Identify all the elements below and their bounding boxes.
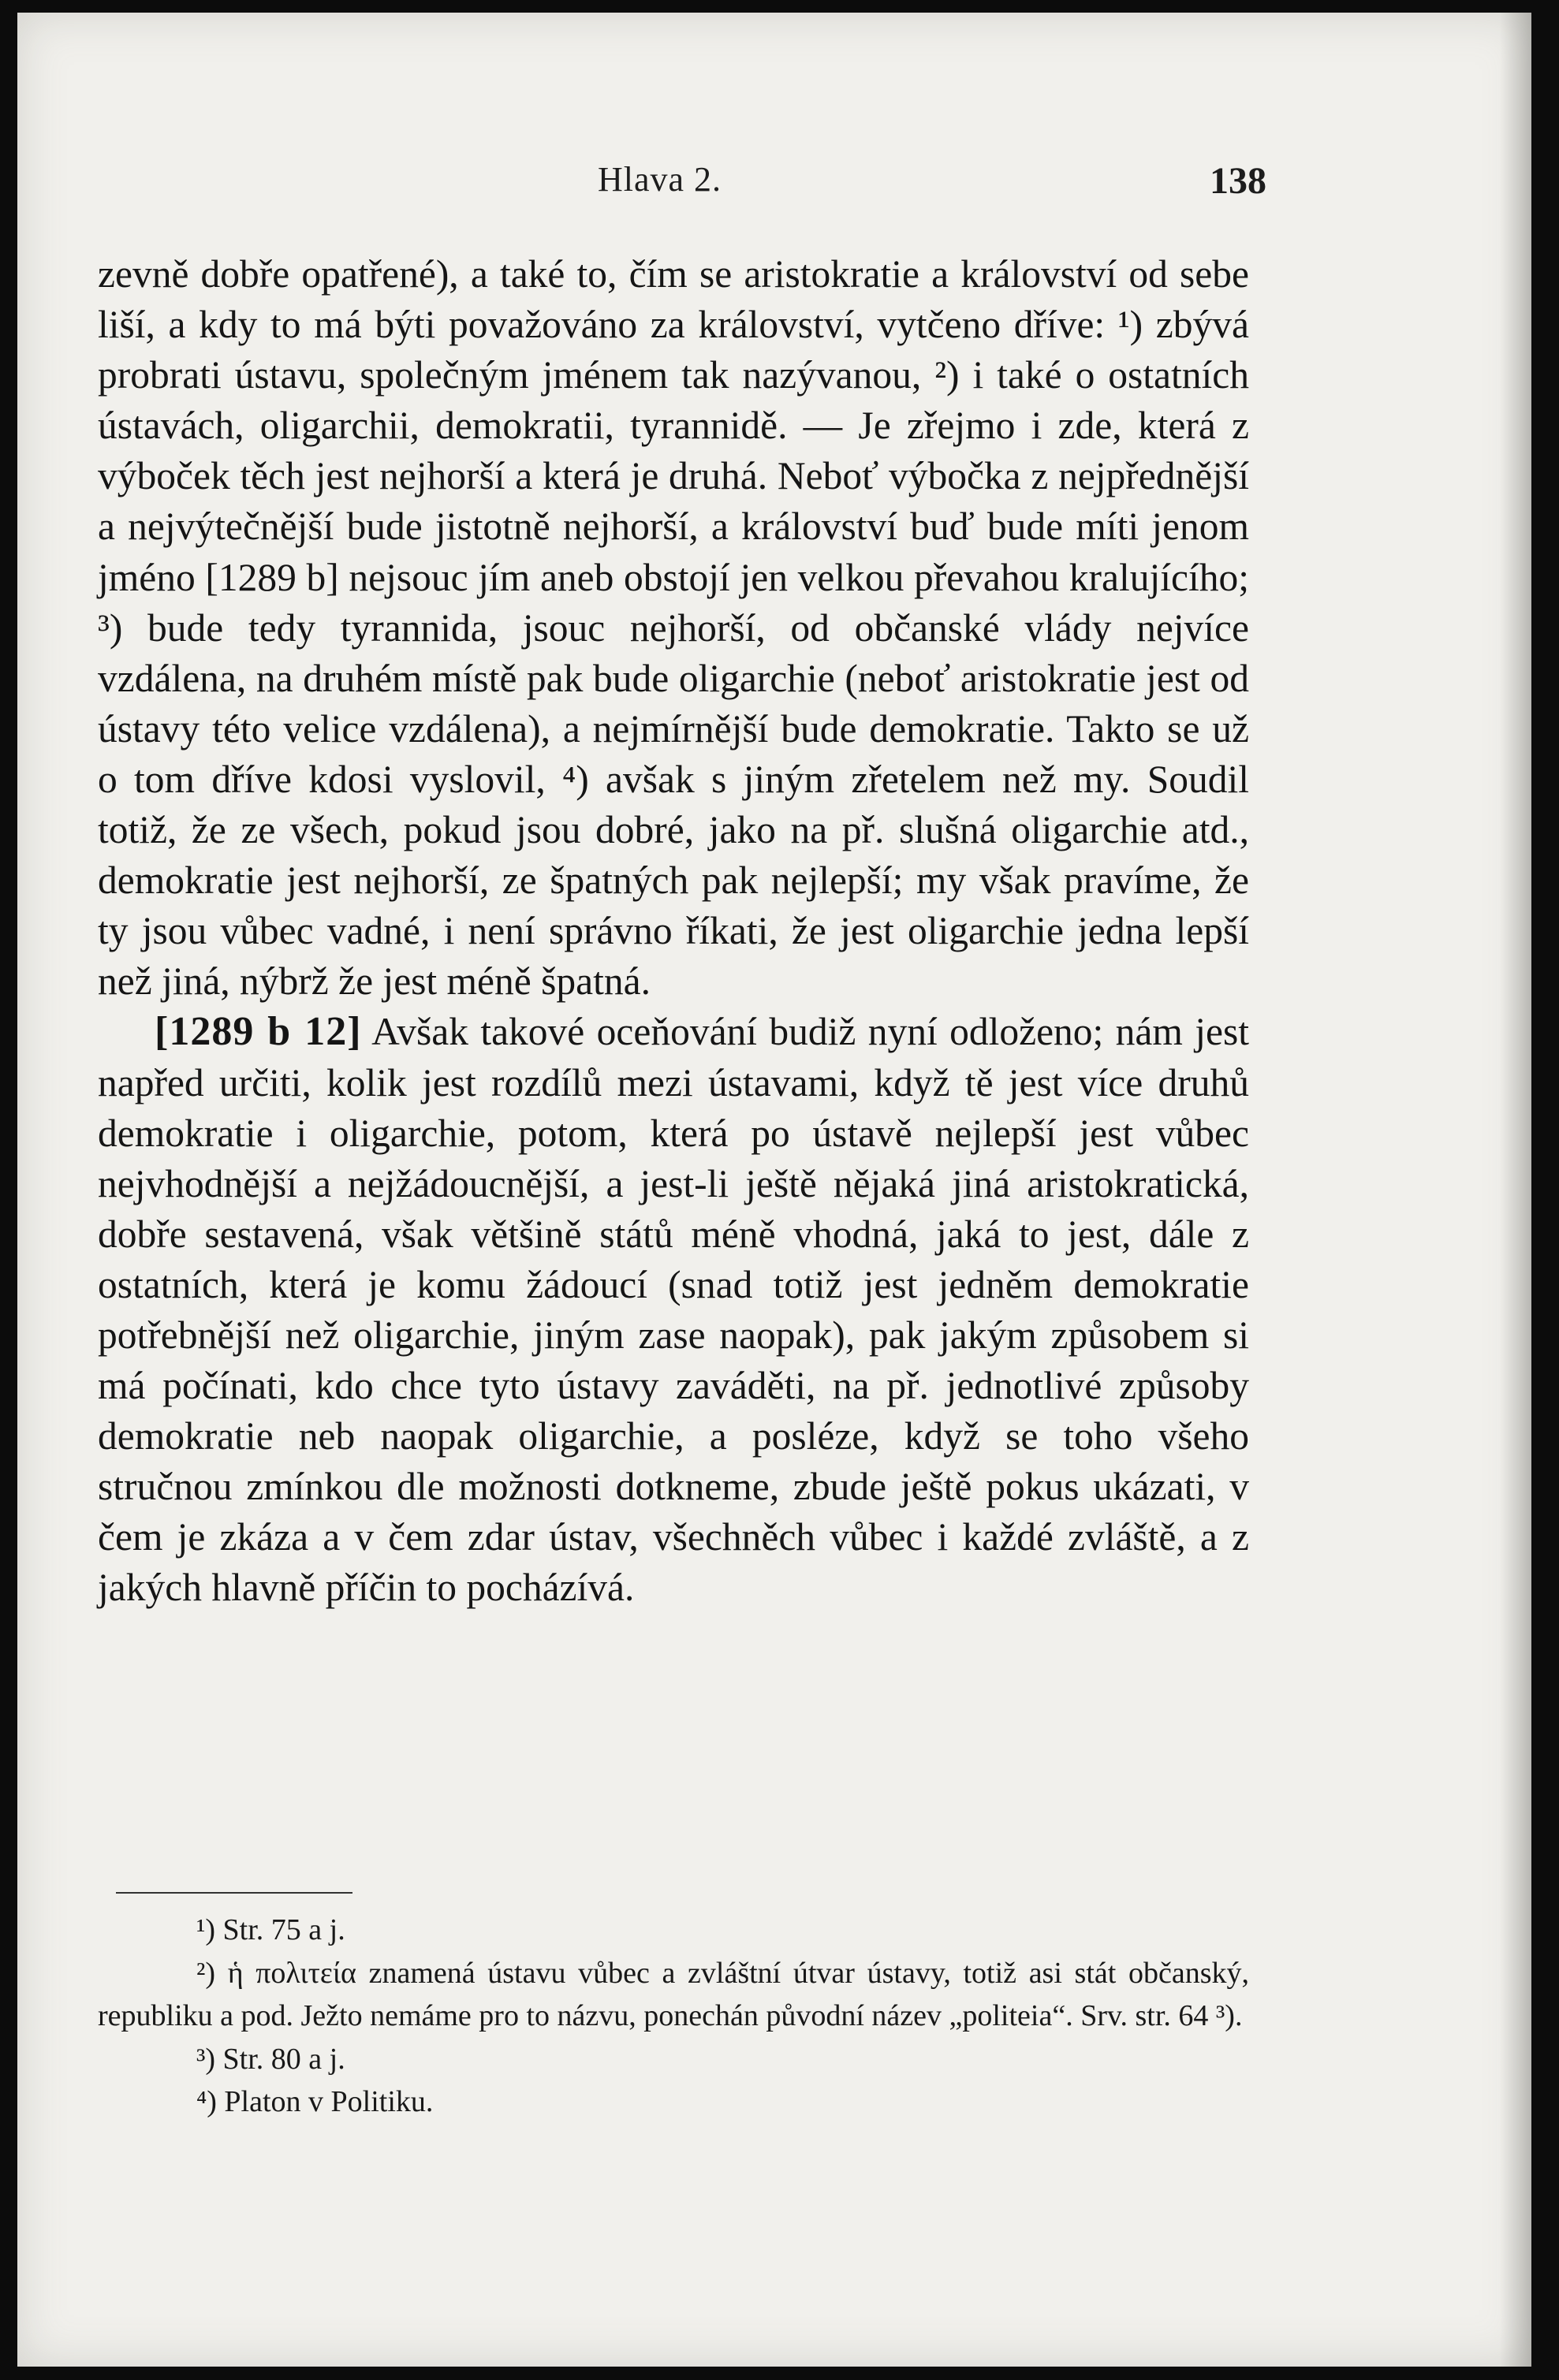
paragraph-2-text: Avšak takové oceňování budiž nyní odloženo; nám jest napřed určiti, kolik jest rozdílů mezi ústavami, když tě jest více druhů demokratie i oligarchie, potom, která po ústavě nejlepší jest vůbec nejvhodnější a nejžádoucnější, a jest-li ještě nějaká jiná aristokratická, dobře sestavená, však většině států méně vhodná, jaká to jest, dále z ostatních, která je komu žádoucí (snad totiž jest jedněm demokratie potřebnější než oligarchie, jiným zase naopak), pak jakým způsobem si má počínati, kdo chce tyto ústavy zaváděti, na př. jednotlivé způsoby demokratie neb naopak oligarchie, a posléze, když se toho všeho stručnou zmínkou dle možnosti dotkneme, zbude ještě pokus ukázati, v čem je zkáza a v čem zdar ústav, všechněch vůbec i každé zvláště, a z jakých hlavně příčin to pocházívá.	[98, 1010, 1249, 1610]
book-page	[17, 13, 1531, 2367]
bekker-reference: [1289 b 12]	[155, 1009, 362, 1055]
running-head: Hlava 2.	[598, 160, 722, 199]
footnote-3: ³) Str. 80 a j.	[196, 2042, 345, 2076]
footnote-4: ⁴) Platon v Politiku.	[196, 2085, 434, 2118]
main-text	[98, 249, 1249, 1614]
page-edge-shadow	[1500, 13, 1531, 2367]
footnote-2: ²) ἡ πολιτεία znamená ústavu vůbec a zvláštní útvar ústavy, totiž asi stát občanský, republiku a pod. Ježto nemáme pro to názvu, ponechán původní název „politeia“. Srv. str. 64 ³).	[98, 1956, 1249, 2032]
footnote-divider	[116, 1892, 352, 1894]
paragraph-1	[98, 249, 1249, 1007]
page-header	[17, 159, 1531, 207]
footnotes	[98, 1909, 1249, 2124]
paragraph-2	[98, 1007, 1249, 1613]
paragraph-1-text: zevně dobře opatřené), a také to, čím se aristokratie a království od sebe liší, a kdy to má býti považováno za království, vytčeno dříve: ¹) zbývá probrati ústavu, společným jménem tak nazývanou, ²) i také o ostatních ústavách, oligarchii, demokratii, tyrannidě. — Je zřejmo i zde, která z výboček těch jest nejhorší a která je druhá. Neboť výbočka z nejpřednější a nejvýtečnější bude jistotně nejhorší, a království buď bude míti jenom jméno [1289 b] nejsouc jím aneb obstojí jen velkou převahou kralujícího; ³) bude tedy tyrannida, jsouc nejhorší, od občanské vlády nejvíce vzdálena, na druhém místě pak bude oligarchie (neboť aristokratie jest od ústavy této velice vzdálena), a nejmírnější bude demokratie. Takto se už o tom dříve kdosi vyslovil, ⁴) avšak s jiným zřetelem než my. Soudil totiž, že ze všech, pokud jsou dobré, jako na př. slušná oligarchie atd., demokratie jest nejhorší, ze špatných pak nejlepší; my však pravíme, že ty jsou vůbec vadné, i není správno říkati, že jest oligarchie jedna lepší než jiná, nýbrž že jest méně špatná.	[98, 252, 1249, 1004]
footnote-1: ¹) Str. 75 a j.	[196, 1913, 345, 1946]
page-number: 138	[1210, 160, 1266, 202]
